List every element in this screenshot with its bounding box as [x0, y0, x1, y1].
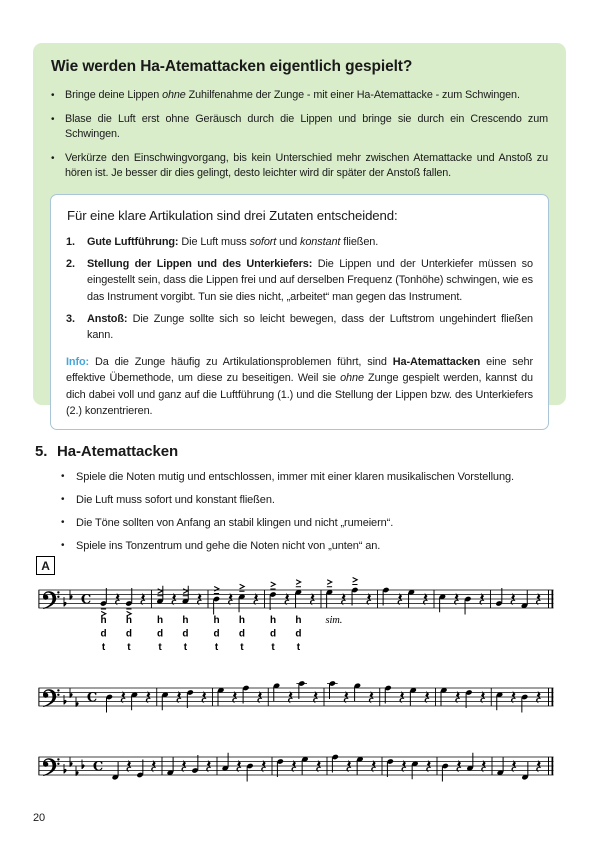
quarter-note	[521, 590, 528, 609]
quarter-note	[242, 685, 249, 704]
syllable-letter: d	[156, 628, 163, 640]
quarter-note	[217, 687, 224, 706]
time-signature: C	[92, 759, 104, 775]
flat-icon	[64, 597, 66, 607]
quarter-note	[495, 588, 502, 607]
syllable-letter: d	[238, 628, 245, 640]
syllable-letter: h	[125, 615, 132, 626]
instruction-bullet-list	[51, 88, 548, 182]
quarter-note	[277, 758, 284, 777]
quarter-note	[382, 587, 389, 606]
syllable-letter: d	[125, 628, 132, 640]
quarter-note	[496, 692, 503, 711]
bullet-icon: •	[61, 471, 65, 482]
time-signature: C	[80, 592, 92, 608]
syllable-letter: t	[158, 642, 162, 653]
syllable-letter: t	[183, 642, 188, 653]
quarter-note	[156, 586, 163, 605]
quarter-note	[354, 683, 361, 702]
syllable-letter: h	[269, 615, 276, 626]
quarter-note	[440, 687, 447, 706]
quarter-note	[464, 596, 471, 615]
section-heading	[35, 443, 178, 460]
syllable-letter: t	[214, 642, 219, 653]
syllable-letter: h	[156, 615, 163, 626]
syllable-letter: d	[182, 628, 189, 640]
accent-icon	[296, 580, 301, 587]
syllable-letter: d	[100, 628, 107, 640]
bullet-icon: •	[61, 493, 65, 505]
articulation-box-title: Für eine klare Artikulation sind drei Zutaten entscheidend:	[67, 207, 398, 223]
instruction-box-title: Wie werden Ha-Atemattacken eigentlich gespielt?	[51, 58, 413, 75]
quarter-note	[387, 758, 394, 777]
articulation-item	[66, 234, 533, 250]
syllable-letter: t	[240, 642, 244, 653]
rehearsal-mark-a: A	[36, 556, 55, 575]
articulation-item	[66, 256, 533, 305]
quarter-note	[301, 756, 308, 775]
articulation-item-text: Gute Luftführung: Die Luft muss sofort und konstant fließen.	[87, 235, 379, 248]
instruction-bullet-text: Bringe deine Lippen ohne Zuhilfenahme der Zunge - mit einer Ha-Atemattacke - zum Schwingen.	[65, 89, 520, 101]
instruction-bullet-text: Blase die Luft erst ohne Geräusch durch die Lippen und bringe sie durch ein Crescendo zum Schwingen.	[65, 112, 548, 141]
flat-icon	[70, 757, 72, 767]
instruction-bullet	[51, 88, 548, 103]
quarter-note	[182, 586, 189, 605]
syllable-letter: d	[295, 628, 302, 640]
articulation-item-text: Stellung der Lippen und des Unterkiefers: Die Lippen und der Unterkiefer müssen so eingestellt sein, dass die Lippen frei und auf derselben Frequenz (Tonhöhe) schwingen, wie es das Instrument vorgibt. Tun sie dies nicht, „arbeitet“ man gegen das Instrument.	[87, 258, 533, 303]
flat-icon	[64, 764, 66, 774]
quarter-note	[100, 588, 107, 607]
bullet-icon: •	[51, 113, 55, 125]
quarter-note	[191, 755, 198, 774]
syllable-letter: t	[271, 642, 275, 653]
instruction-box	[33, 43, 566, 417]
music-staff-2	[38, 672, 554, 724]
section-title: Ha-Atemattacken	[57, 443, 179, 460]
syllable-letter: d	[269, 628, 276, 640]
item-number: 3.	[66, 313, 75, 326]
quarter-note	[384, 685, 391, 704]
quarter-note	[238, 594, 245, 613]
quarter-note	[273, 683, 280, 702]
bullet-icon: •	[61, 516, 65, 528]
syllable-letter: h	[100, 615, 107, 626]
accent-icon	[327, 580, 332, 587]
quarter-note	[246, 763, 253, 782]
section-bullet	[61, 539, 561, 553]
section-number: 5.	[35, 443, 48, 460]
bass-clef-icon	[43, 758, 60, 776]
quarter-note	[410, 687, 417, 706]
flat-icon	[76, 766, 78, 776]
time-signature: C	[86, 690, 98, 706]
syllable-letter: t	[127, 642, 131, 653]
instruction-bullet	[51, 112, 548, 143]
quarter-note	[167, 757, 174, 776]
quarter-note	[298, 680, 305, 699]
articulation-item-text: Anstoß: Die Zunge sollte sich so leicht bewegen, dass der Luftstrom ungehindert fließen kann.	[87, 313, 533, 342]
quarter-note	[408, 589, 415, 608]
staff-svg	[38, 672, 554, 724]
bullet-icon: •	[61, 539, 65, 551]
bullet-icon: •	[51, 90, 55, 101]
quarter-note	[269, 591, 276, 610]
syllable-letter: d	[213, 628, 220, 640]
instruction-bullet-text: Verkürze den Einschwingvorgang, bis kein Unterschied mehr zwischen Atemattacke und Anstoß zu hören ist. Je besser dir dies gelingt, desto leichter wird dir später der Anstoß fallen.	[65, 151, 548, 180]
music-staff-3	[38, 745, 554, 791]
quarter-note	[161, 692, 168, 711]
quarter-note	[106, 694, 113, 713]
quarter-note	[442, 763, 449, 782]
bass-clef-icon	[43, 591, 60, 609]
quarter-note	[411, 761, 418, 780]
section-bullet	[61, 516, 561, 530]
articulation-box	[50, 194, 549, 431]
staff-svg	[38, 566, 554, 662]
section-bullet-text: Die Luft muss sofort und konstant fließen.	[76, 493, 275, 506]
item-number: 1.	[66, 235, 75, 248]
syllable-letter: h	[238, 615, 245, 626]
section-bullet-text: Die Töne sollten von Anfang an stabil klingen und nicht „rumeiern“.	[76, 516, 394, 529]
quarter-note	[466, 753, 473, 772]
accent-icon	[352, 578, 357, 585]
bullet-icon: •	[51, 152, 55, 164]
syllable-letter: t	[101, 642, 106, 653]
quarter-note	[521, 762, 528, 781]
section-bullet-list	[61, 470, 561, 562]
quarter-note	[112, 762, 119, 781]
flat-icon	[70, 688, 72, 698]
quarter-note	[332, 754, 339, 773]
item-number: 2.	[66, 258, 75, 270]
quarter-note	[521, 694, 528, 713]
syllable-letter: h	[182, 615, 189, 626]
flat-icon	[70, 590, 72, 600]
staff-svg	[38, 745, 554, 791]
flat-icon	[82, 760, 84, 770]
quarter-note	[356, 756, 363, 775]
section-bullet	[61, 470, 561, 484]
accent-icon	[270, 582, 275, 589]
quarter-note	[187, 689, 194, 708]
page-number: 20	[33, 812, 46, 824]
section-bullet	[61, 493, 561, 507]
quarter-note	[497, 757, 504, 776]
syllable-letter: h	[213, 615, 220, 626]
quarter-note	[351, 587, 358, 606]
quarter-note	[222, 753, 229, 772]
articulation-item	[66, 311, 533, 344]
quarter-note	[439, 594, 446, 613]
flat-icon	[64, 695, 66, 705]
bass-clef-icon	[43, 689, 60, 707]
syllable-letter: t	[296, 642, 301, 653]
quarter-note	[329, 680, 336, 699]
quarter-note	[213, 596, 220, 615]
music-staff-1	[38, 566, 554, 662]
quarter-note	[465, 689, 472, 708]
section-bullet-text: Spiele die Noten mutig und entschlossen, immer mit einer klaren musikalischen Vorstellung.	[76, 471, 514, 483]
info-paragraph: Info: Da die Zunge häufig zu Artikulationsproblemen führt, sind Ha-Atemattacken eine sehr effektive Übemethode, um diese zu beseitigen. Weil sie ohne Zunge gespielt werden, kannst du dich dabei voll und ganz auf die Luftführung (1.) und die Stellung der Lippen bzw. des Unterkiefers (2.) konzentrieren.	[66, 355, 533, 417]
quarter-note	[125, 588, 132, 607]
flat-icon	[76, 697, 78, 707]
section-bullet-text: Spiele ins Tonzentrum und gehe die Noten nicht von „unten“ an.	[76, 539, 381, 552]
instruction-bullet	[51, 151, 548, 182]
syllable-letter: h	[295, 615, 302, 626]
sim-text: sim.	[325, 615, 343, 626]
quarter-note	[131, 692, 138, 711]
quarter-note	[136, 760, 143, 779]
quarter-note	[326, 589, 333, 608]
quarter-note	[295, 589, 302, 608]
